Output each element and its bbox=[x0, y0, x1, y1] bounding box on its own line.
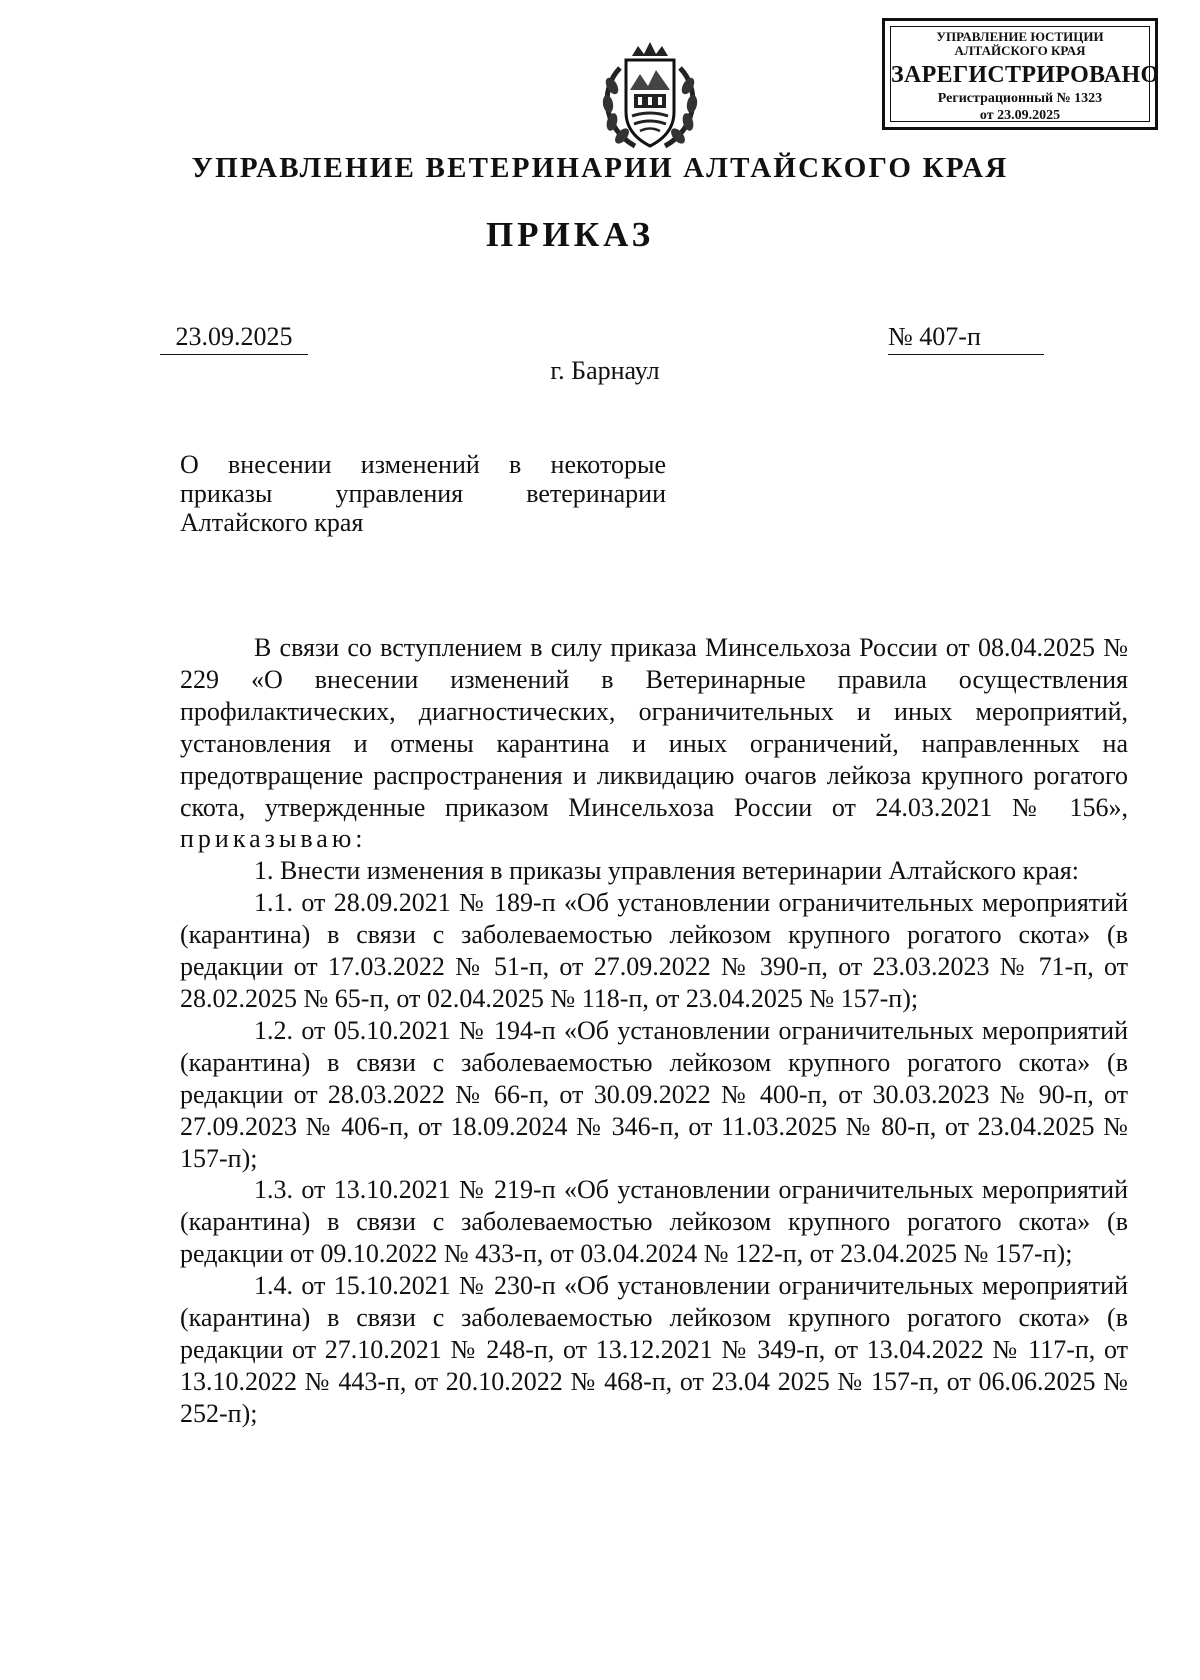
item-1-4: 1.4. от 15.10.2021 № 230-п «Об установлении ограничительных мероприятий (карантина) в связи с заболеваемостью лейкозом крупного рогатого скота» (в редакции от 27.10.2021 № 248-п, от 13.12.2021 № 349-п, от 13.04.2022 № 117-п, от 13.10.2022 № 443-п, от 20.10.2022 № 468-п, от 23.04 2025 № 157-п, от 06.06.2025 № 252-п); bbox=[180, 1271, 1128, 1428]
item-1: 1. Внести изменения в приказы управления ветеринарии Алтайского края: bbox=[254, 856, 1079, 886]
stamp-inner-border bbox=[890, 26, 1160, 123]
stamp-authority-line1: УПРАВЛЕНИЕ ЮСТИЦИИ bbox=[936, 29, 1104, 44]
subject-line-2: приказы управления ветеринарии bbox=[180, 479, 666, 508]
document-body bbox=[180, 632, 1128, 1430]
item-1-1: 1.1. от 28.09.2021 № 189-п «Об установлении ограничительных мероприятий (карантина) в связи с заболеваемостью лейкозом крупного рогатого скота» (в редакции от 17.03.2022 № 51-п, от 27.09.2022 № 390-п, от 23.03.2023 № 71-п, от 28.02.2025 № 65-п, от 02.04.2025 № 118-п, от 23.04.2025 № 157-п); bbox=[180, 888, 1128, 1013]
preamble-paragraph bbox=[180, 632, 1128, 855]
document-subject bbox=[180, 450, 666, 537]
document-city: г. Барнаул bbox=[550, 356, 660, 385]
item-1-3: 1.3. от 13.10.2021 № 219-п «Об установлении ограничительных мероприятий (карантина) в связи с заболеваемостью лейкозом крупного рогатого скота» (в редакции от 09.10.2022 № 433-п, от 03.04.2024 № 122-п, от 23.04.2025 № 157-п); bbox=[180, 1175, 1128, 1269]
organization-title: УПРАВЛЕНИЕ ВЕТЕРИНАРИИ АЛТАЙСКОГО КРАЯ bbox=[191, 152, 1009, 184]
stamp-reg-date: от 23.09.2025 bbox=[979, 108, 1061, 123]
preamble-text: В связи со вступлением в силу приказа Минсельхоза России от 08.04.2025 № 229 «О внесении изменений в Ветеринарные правила осуществления профилактических, диагностических, ограничительных и иных мероприятий, установления и отмены карантина и иных ограничений, направленных на предотвращение распространения и ликвидацию очагов лейкоза крупного рогатого скота, утвержденные приказом Минсельхоза России от 24.03.2021 № 156», bbox=[180, 633, 1128, 822]
stamp-status: ЗАРЕГИСТРИРОВАНО bbox=[891, 62, 1160, 88]
stamp-authority-line2: АЛТАЙСКОГО КРАЯ bbox=[954, 43, 1086, 58]
document-date: 23.09.2025 bbox=[160, 320, 308, 355]
document-type: ПРИКАЗ bbox=[485, 215, 655, 254]
item-1-2: 1.2. от 05.10.2021 № 194-п «Об установлении ограничительных мероприятий (карантина) в связи с заболеваемостью лейкозом крупного рогатого скота» (в редакции от 28.03.2022 № 66-п, от 30.09.2022 № 400-п, от 30.03.2023 № 90-п, от 27.09.2023 № 406-п, от 18.09.2024 № 346-п, от 11.03.2025 № 80-п, от 23.04.2025 № 157-п); bbox=[180, 1015, 1128, 1173]
altai-coat-of-arms-icon bbox=[590, 38, 710, 158]
document-number: № 407-п bbox=[888, 320, 1044, 355]
registration-stamp bbox=[882, 18, 1158, 130]
subject-line-1: О внесении изменений в некоторые bbox=[180, 450, 666, 479]
stamp-reg-number: Регистрационный № 1323 bbox=[937, 91, 1103, 106]
subject-line-3: Алтайского края bbox=[180, 508, 364, 537]
order-word: приказываю: bbox=[180, 824, 367, 854]
